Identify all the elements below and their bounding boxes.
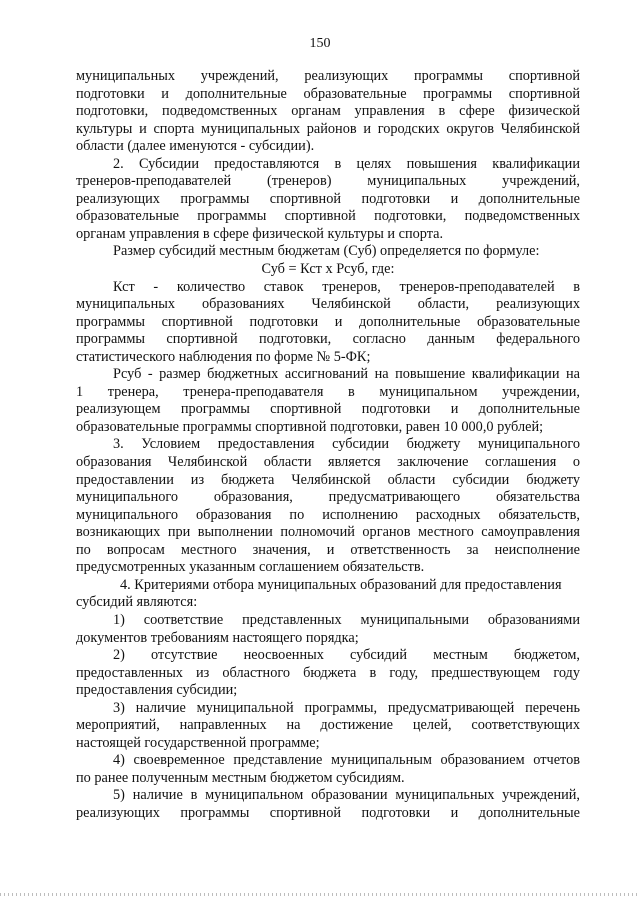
text-line: тренеров-преподавателей (тренеров) муниципальных учреждений, — [76, 173, 580, 190]
text-line: 3. Условием предоставления субсидии бюджету муниципального — [113, 436, 580, 453]
text-line: муниципального образования, предусматривающего обязательства — [76, 489, 580, 506]
page-number: 150 — [309, 36, 331, 51]
text-line: 5) наличие в муниципальном образовании муниципальных учреждений, — [113, 787, 580, 804]
text-line: предоставления субсидии; — [76, 682, 238, 699]
text-line: реализующем программы спортивной подготовки и дополнительные — [76, 401, 580, 418]
text-line: 1) соответствие представленных муниципальными образованиями — [113, 611, 580, 628]
text-line: Кст - количество ставок тренеров, тренеров-преподавателей в — [113, 278, 580, 295]
text-line: муниципальных учреждений, реализующих программы спортивной — [76, 68, 580, 84]
text-line: образования Челябинской области является заключение соглашения о — [76, 454, 580, 471]
text-line: программы спортивной подготовки, согласно данным федерального — [76, 331, 580, 348]
text-line: 4. Критериями отбора муниципальных образований для предоставления — [120, 576, 562, 593]
text-line: 3) наличие муниципальной программы, предусматривающей перечень — [113, 699, 580, 716]
text-line: предусмотренных указанным соглашением обязательств. — [76, 559, 425, 576]
text-line: статистического наблюдения по форме № 5-ФК; — [76, 348, 371, 365]
text-line: муниципального образования по исполнению расходных обязательств, — [76, 506, 580, 523]
text-line: документов требованиям настоящего порядка; — [76, 629, 359, 646]
text-line: по вопросам местного значения, и ответственность за неисполнение — [76, 541, 580, 558]
page-body-text — [76, 68, 580, 823]
text-line: подготовки, подведомственных органам управления в сфере физической — [76, 103, 580, 120]
text-line: 1 тренера, тренера-преподавателя в муниципальном учреждении, — [76, 383, 580, 400]
text-line: органам управления в сфере физической культуры и спорта. — [76, 225, 444, 242]
text-line: реализующих программы спортивной подготовки и дополнительные — [76, 804, 580, 821]
text-line: Суб = Кст х Рсуб, где: — [261, 261, 395, 278]
text-line: области (далее именуются - субсидии). — [76, 138, 315, 155]
text-line: образовательные программы спортивной подготовки, равен 10 000,0 рублей; — [76, 418, 544, 435]
text-line: Рсуб - размер бюджетных ассигнований на повышение квалификации на — [113, 366, 580, 383]
text-line: мероприятий, направленных на достижение целей, соответствующих — [76, 717, 580, 734]
text-line: возникающих при выполнении полномочий органов местного самоуправления — [76, 524, 580, 541]
text-line: программы спортивной подготовки и дополнительные образовательные — [76, 313, 580, 330]
text-line: реализующих программы спортивной подготовки и дополнительные — [76, 190, 580, 207]
text-line: настоящей государственной программе; — [76, 734, 320, 751]
text-line: подготовки и дополнительные образовательные программы спортивной — [76, 85, 580, 102]
text-line: Размер субсидий местным бюджетам (Суб) определяется по формуле: — [113, 243, 540, 260]
text-line: предоставленных из областного бюджета в году, предшествующем году — [76, 664, 580, 681]
text-line: муниципальных образованиях Челябинской области, реализующих — [76, 296, 580, 313]
scan-border-dots — [0, 893, 640, 896]
text-line: по ранее полученным местным бюджетом субсидиям. — [76, 769, 405, 786]
text-line: предоставлении из бюджета Челябинской области субсидии бюджету — [76, 471, 580, 488]
text-line: субсидий являются: — [76, 594, 198, 611]
text-line: культуры и спорта муниципальных районов и городских округов Челябинской — [76, 120, 580, 137]
text-line: 2) отсутствие неосвоенных субсидий местным бюджетом, — [113, 647, 580, 664]
text-line: 2. Субсидии предоставляются в целях повышения квалификации — [113, 155, 580, 172]
text-line: 4) своевременное представление муниципальным образованием отчетов — [113, 752, 580, 769]
text-line: образовательные программы спортивной подготовки, подведомственных — [76, 208, 580, 225]
